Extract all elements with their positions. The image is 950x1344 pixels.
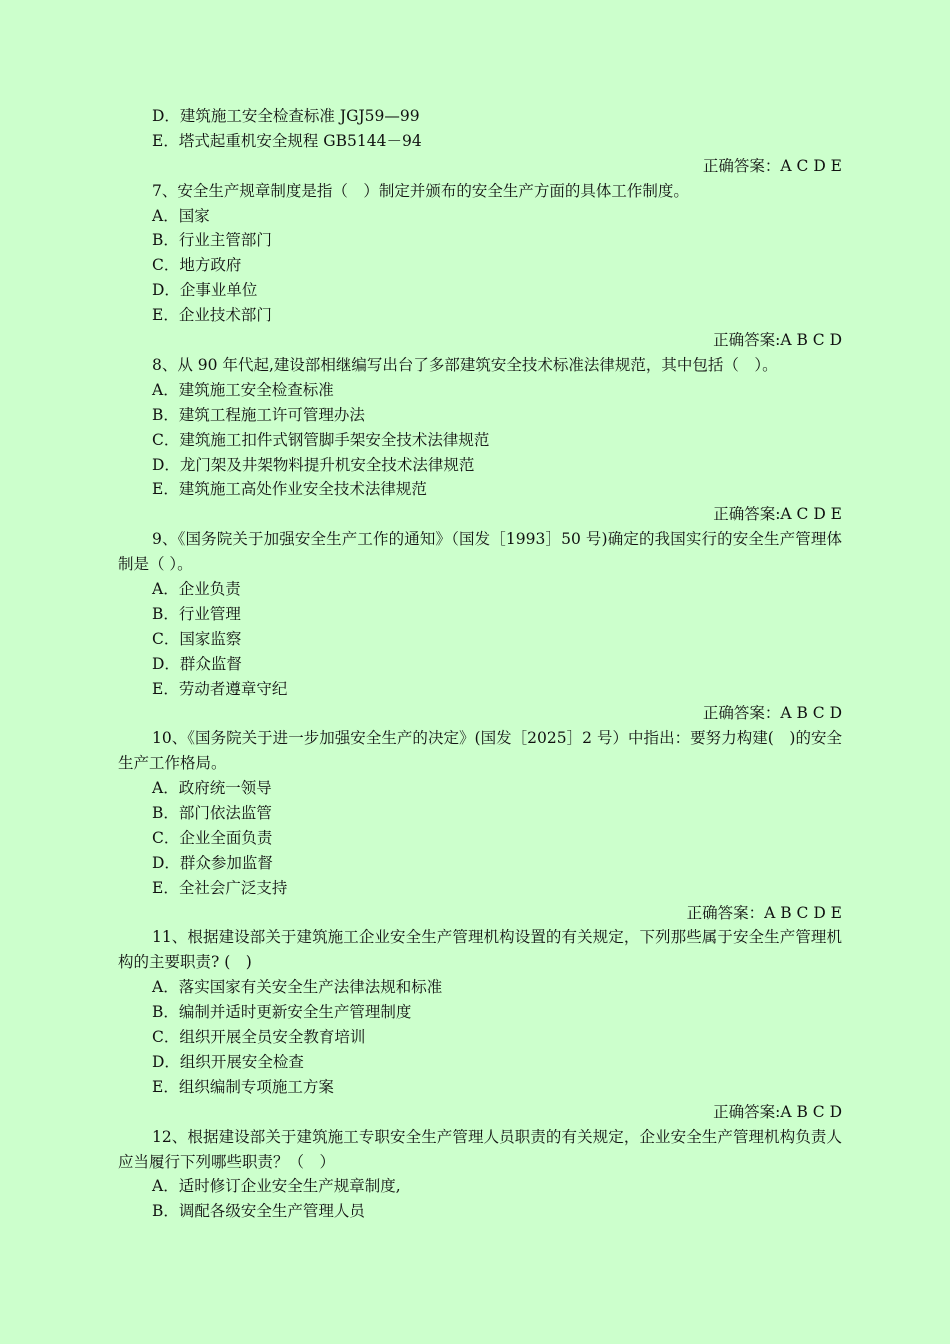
option-line: A．政府统一领导	[152, 779, 272, 798]
option-line: B．行业管理	[152, 604, 241, 623]
question-text: 7、安全生产规章制度是指（ ）制定并颁布的安全生产方面的具体工作制度。	[152, 181, 689, 200]
option-line: D．企事业单位	[152, 281, 258, 300]
question-block	[118, 1125, 842, 1225]
option-line: A．落实国家有关安全生产法律法规和标准	[152, 978, 443, 997]
answer-line: 正确答案：A C D E	[702, 156, 842, 175]
option-line: A．企业负责	[152, 579, 241, 598]
question-block	[118, 179, 842, 353]
answer-line: 正确答案:A B C D	[713, 331, 842, 350]
option-line: C．国家监察	[152, 629, 242, 648]
option-line: C．建筑施工扣件式钢管脚手架安全技术法律规范	[152, 430, 490, 449]
option-line: C．地方政府	[152, 256, 242, 275]
option-line: B．行业主管部门	[152, 231, 272, 250]
option-line: D．群众参加监督	[152, 853, 273, 872]
question-text: 11、根据建设部关于建筑施工企业安全生产管理机构设置的有关规定，下列那些属于安全生产管理机构的主要职责? ( )	[118, 928, 842, 972]
option-line: B．调配各级安全生产管理人员	[152, 1202, 365, 1221]
option-line: E．全社会广泛支持	[152, 878, 288, 897]
question-block	[118, 726, 842, 925]
option-line: D．龙门架及井架物料提升机安全技术法律规范	[152, 455, 475, 474]
question-text: 10、《国务院关于进一步加强安全生产的决定》(国发［2025］2 号）中指出：要努力构建( )的安全生产工作格局。	[118, 729, 842, 773]
option-line: E．劳动者遵章守纪	[152, 679, 288, 698]
option-line: D．群众监督	[152, 654, 242, 673]
answer-line: 正确答案:A C D E	[713, 505, 842, 524]
option-line: B．编制并适时更新安全生产管理制度	[152, 1003, 412, 1022]
answer-line: 正确答案：A B C D	[702, 704, 842, 723]
option-line: B．部门依法监管	[152, 804, 272, 823]
option-line: C．企业全面负责	[152, 828, 273, 847]
option-line: E．塔式起重机安全规程 GB5144－94	[152, 131, 422, 150]
option-line: A．适时修订企业安全生产规章制度,	[152, 1177, 401, 1196]
question-text: 12、根据建设部关于建筑施工专职安全生产管理人员职责的有关规定，企业安全生产管理机构负责人应当履行下列哪些职责？（ ）	[118, 1127, 842, 1171]
option-line: B．建筑工程施工许可管理办法	[152, 405, 365, 424]
question-text: 8、从 90 年代起,建设部相继编写出台了多部建筑安全技术标准法律规范，其中包括（ ）。	[152, 355, 778, 374]
option-line: A．国家	[152, 206, 210, 225]
option-line: E．企业技术部门	[152, 306, 272, 325]
option-line: A．建筑施工安全检查标准	[152, 380, 334, 399]
option-line: C．组织开展全员安全教育培训	[152, 1028, 366, 1047]
question-block	[118, 925, 842, 1124]
question-block	[118, 353, 842, 527]
option-line: E．组织编制专项施工方案	[152, 1077, 334, 1096]
question-block	[118, 527, 842, 726]
option-line: E．建筑施工高处作业安全技术法律规范	[152, 480, 427, 499]
option-line: D．建筑施工安全检查标准 JGJ59—99	[152, 107, 420, 125]
question-text: 9、《国务院关于加强安全生产工作的通知》（国发［1993］50 号)确定的我国实行的安全生产管理体制是（ ）。	[118, 530, 842, 574]
answer-line: 正确答案:A B C D	[713, 1102, 842, 1121]
answer-line: 正确答案：A B C D E	[686, 903, 842, 922]
option-line: D．组织开展安全检查	[152, 1052, 304, 1071]
